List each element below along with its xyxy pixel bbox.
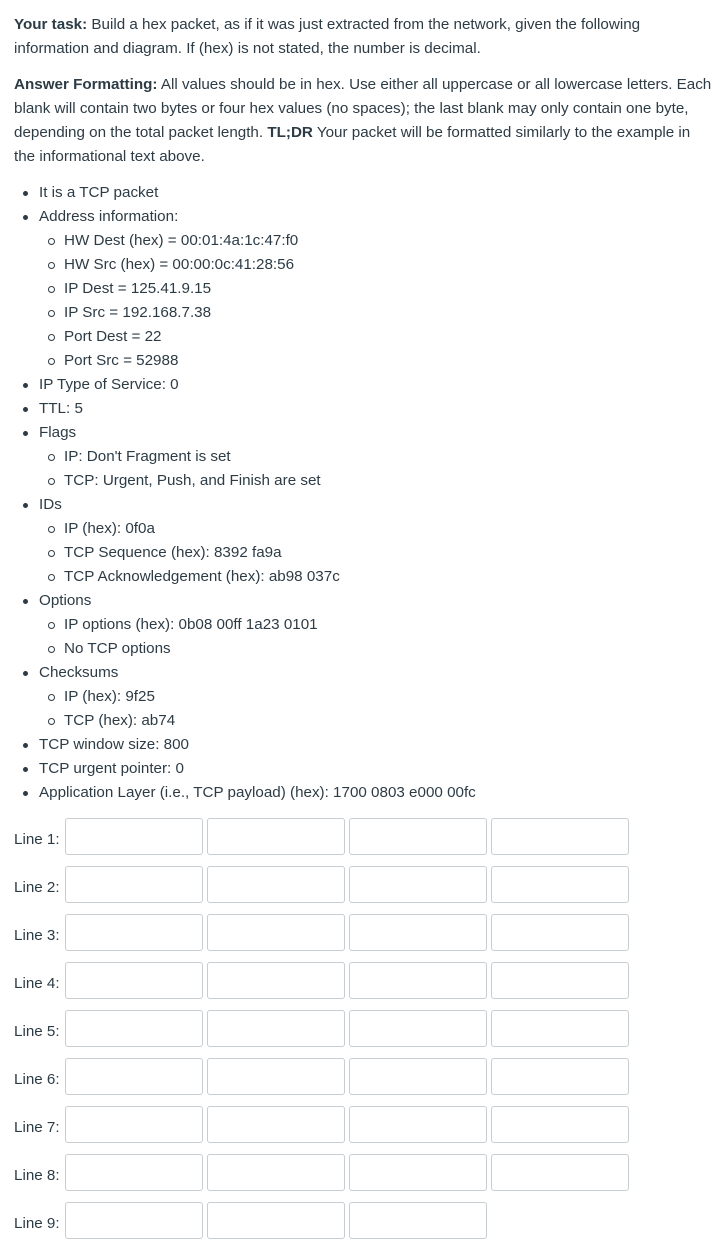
line-label: Line 2: (14, 879, 60, 896)
answer-blank[interactable] (491, 1058, 629, 1095)
list-item-urgent: TCP urgent pointer: 0 (0, 757, 725, 781)
list-item-ip-dest: IP Dest = 125.41.9.15 (0, 277, 725, 301)
answer-row (0, 1154, 725, 1202)
list-item-checksums-label: Checksums (0, 661, 725, 685)
answer-row (0, 1202, 725, 1250)
answer-row (0, 818, 725, 866)
answer-row (0, 914, 725, 962)
answer-blank[interactable] (207, 1058, 345, 1095)
line-label: Line 9: (14, 1215, 60, 1232)
answer-row (0, 866, 725, 914)
answer-blank[interactable] (207, 914, 345, 951)
list-item-tcp-flag: TCP: Urgent, Push, and Finish are set (0, 469, 725, 493)
list-item-tos: IP Type of Service: 0 (0, 373, 725, 397)
line-label: Line 3: (14, 927, 60, 944)
answer-blank[interactable] (65, 1106, 203, 1143)
list-item-tcp-sequence: TCP Sequence (hex): 8392 fa9a (0, 541, 725, 565)
answer-blank[interactable] (349, 914, 487, 951)
answer-blank[interactable] (491, 818, 629, 855)
formatting-text: All values should be in hex. Use either all uppercase or all lowercase letters. Each blank will contain two bytes or four hex values (no spaces); the last blank may only contain one byte, depending on the total packet length. (14, 76, 712, 141)
list-item-ip-src: IP Src = 192.168.7.38 (0, 301, 725, 325)
answer-blank[interactable] (207, 1010, 345, 1047)
answer-blank[interactable] (491, 1010, 629, 1047)
answer-blank[interactable] (349, 1202, 487, 1239)
list-item-options-label: Options (0, 589, 725, 613)
list-item-flags-label: Flags (0, 421, 725, 445)
tldr-label: TL;DR (267, 124, 313, 141)
list-item-window: TCP window size: 800 (0, 733, 725, 757)
task-title: Your task: (14, 16, 88, 33)
answer-row (0, 1010, 725, 1058)
answer-row (0, 962, 725, 1010)
answer-rows (0, 818, 725, 1250)
answer-blank[interactable] (207, 866, 345, 903)
formatting-paragraph (14, 73, 714, 169)
answer-blank[interactable] (349, 818, 487, 855)
answer-blank[interactable] (349, 1106, 487, 1143)
formatting-title: Answer Formatting: (14, 76, 158, 93)
answer-blank[interactable] (65, 1202, 203, 1239)
answer-blank[interactable] (349, 1058, 487, 1095)
answer-blank[interactable] (207, 818, 345, 855)
answer-blank[interactable] (349, 962, 487, 999)
answer-blank[interactable] (207, 962, 345, 999)
answer-blank[interactable] (65, 1058, 203, 1095)
line-label: Line 5: (14, 1023, 60, 1040)
answer-blank[interactable] (491, 1106, 629, 1143)
answer-blank[interactable] (65, 866, 203, 903)
answer-blank[interactable] (207, 1154, 345, 1191)
list-item-tcp: It is a TCP packet (0, 181, 725, 205)
answer-blank[interactable] (349, 1010, 487, 1047)
list-item-hw-dest: HW Dest (hex) = 00:01:4a:1c:47:f0 (0, 229, 725, 253)
list-item-payload: Application Layer (i.e., TCP payload) (hex): 1700 0803 e000 00fc (0, 781, 725, 805)
answer-blank[interactable] (349, 1154, 487, 1191)
answer-blank[interactable] (65, 818, 203, 855)
list-item-ip-checksum: IP (hex): 9f25 (0, 685, 725, 709)
line-label: Line 1: (14, 831, 60, 848)
answer-blank[interactable] (491, 962, 629, 999)
list-item-port-src: Port Src = 52988 (0, 349, 725, 373)
list-item-tcp-ack: TCP Acknowledgement (hex): ab98 037c (0, 565, 725, 589)
line-label: Line 4: (14, 975, 60, 992)
list-item-address-label: Address information: (0, 205, 725, 229)
task-paragraph (14, 13, 714, 61)
list-item-tcp-options: No TCP options (0, 637, 725, 661)
answer-blank[interactable] (65, 1154, 203, 1191)
list-item-port-dest: Port Dest = 22 (0, 325, 725, 349)
list-item-ttl: TTL: 5 (0, 397, 725, 421)
line-label: Line 7: (14, 1119, 60, 1136)
answer-blank[interactable] (65, 1010, 203, 1047)
tldr-text: Your packet will be formatted similarly to the example in the informational text above. (14, 124, 691, 165)
list-item-ids-label: IDs (0, 493, 725, 517)
packet-info-list (0, 181, 725, 805)
list-item-ip-options: IP options (hex): 0b08 00ff 1a23 0101 (0, 613, 725, 637)
answer-row (0, 1058, 725, 1106)
list-item-ip-flag: IP: Don't Fragment is set (0, 445, 725, 469)
task-text: Build a hex packet, as if it was just extracted from the network, given the following information and diagram. If (hex) is not stated, the number is decimal. (14, 16, 641, 57)
list-item-hw-src: HW Src (hex) = 00:00:0c:41:28:56 (0, 253, 725, 277)
answer-row (0, 1106, 725, 1154)
list-item-tcp-checksum: TCP (hex): ab74 (0, 709, 725, 733)
answer-blank[interactable] (65, 962, 203, 999)
list-item-ip-id: IP (hex): 0f0a (0, 517, 725, 541)
answer-blank[interactable] (65, 914, 203, 951)
answer-blank[interactable] (491, 914, 629, 951)
answer-blank[interactable] (491, 1154, 629, 1191)
line-label: Line 8: (14, 1167, 60, 1184)
answer-blank[interactable] (207, 1202, 345, 1239)
answer-blank[interactable] (349, 866, 487, 903)
answer-blank[interactable] (491, 866, 629, 903)
answer-blank[interactable] (207, 1106, 345, 1143)
line-label: Line 6: (14, 1071, 60, 1088)
